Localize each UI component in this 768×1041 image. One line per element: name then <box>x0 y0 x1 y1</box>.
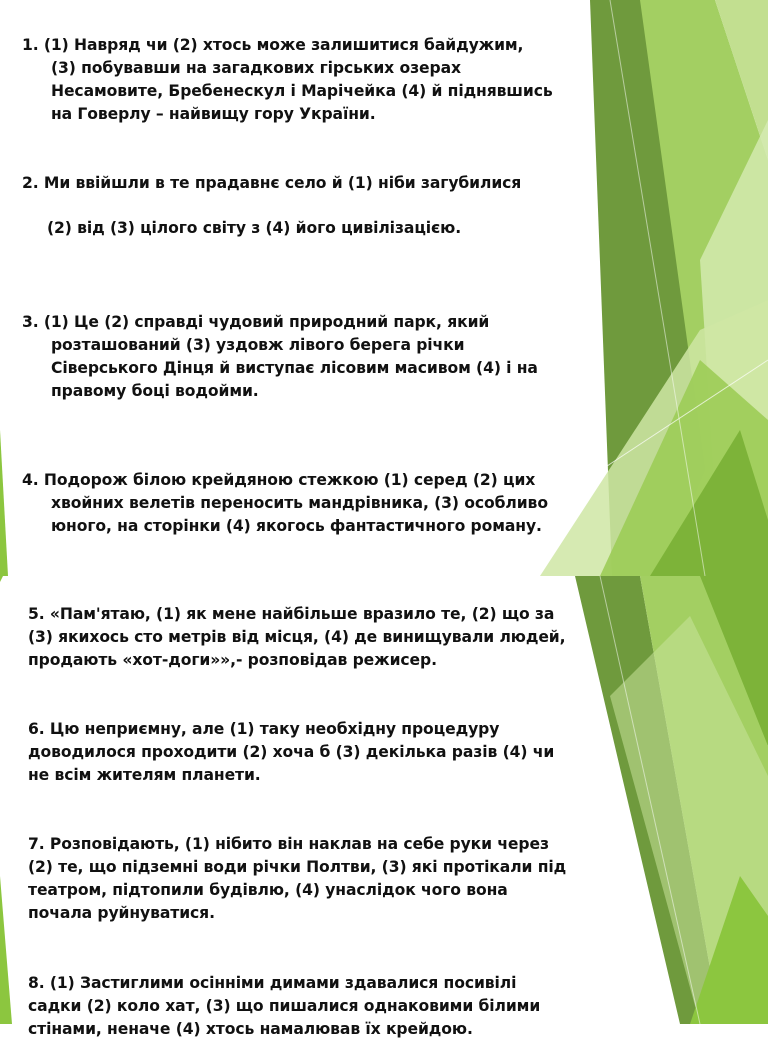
exercise-7-line-4: почала руйнуватися. <box>28 904 215 922</box>
exercise-1 <box>22 34 553 126</box>
exercise-7-line-2: (2) те, що підземні води річки Полтви, (3) які протікали під <box>28 858 567 876</box>
exercise-3 <box>22 311 538 403</box>
exercise-7-line-1: 7. Розповідають, (1) нібито він наклав на себе руки через <box>28 835 549 853</box>
exercise-5-line-3: продають «хот-доги»»,- розповідав режисер. <box>28 651 437 669</box>
slide-2 <box>0 576 768 1038</box>
exercise-2-line-2: (2) від (3) цілого світу з (4) його цивілізацією. <box>47 219 462 237</box>
exercise-2 <box>22 172 521 195</box>
exercise-8 <box>28 972 540 1041</box>
exercise-5 <box>28 603 565 672</box>
exercise-8-line-2: садки (2) коло хат, (3) що пишалися однаковими білими <box>28 997 541 1015</box>
exercise-3-line-2: розташований (3) уздовж лівого берега річки <box>51 336 465 354</box>
exercise-2-continued <box>47 217 461 240</box>
exercise-1-line-2: (3) побувавши на загадкових гірських озерах <box>51 59 461 77</box>
exercise-6-line-1: 6. Цю неприємну, але (1) таку необхідну процедуру <box>28 720 500 738</box>
exercise-5-line-1: 5. «Пам'ятаю, (1) як мене найбільше вразило те, (2) що за <box>28 605 555 623</box>
exercise-8-line-3: стінами, неначе (4) хтось намалював їх крейдою. <box>28 1020 473 1038</box>
exercise-4-line-2: хвойних велетів переносить мандрівника, (3) особливо <box>51 494 548 512</box>
exercise-7 <box>28 833 566 925</box>
exercise-3-line-4: правому боці водойми. <box>51 382 259 400</box>
exercise-8-line-1: 8. (1) Застиглими осінніми димами здавалися посивілі <box>28 974 517 992</box>
exercise-6 <box>28 718 554 787</box>
exercise-5-line-2: (3) якихось сто метрів від місця, (4) де винищували людей, <box>28 628 566 646</box>
exercise-4 <box>22 469 548 538</box>
exercise-7-line-3: театром, підтопили будівлю, (4) унаслідок чого вона <box>28 881 508 899</box>
exercise-6-line-2: доводилося проходити (2) хоча б (3) декілька разів (4) чи <box>28 743 555 761</box>
exercise-4-line-3: юного, на сторінки (4) якогось фантастичного роману. <box>51 517 542 535</box>
exercise-3-line-3: Сіверського Дінця й виступає лісовим масивом (4) і на <box>51 359 538 377</box>
exercise-6-line-3: не всім жителям планети. <box>28 766 261 784</box>
exercise-2-line-1: 2. Ми ввійшли в те прадавнє село й (1) ніби загубилися <box>22 174 522 192</box>
exercise-1-line-4: на Говерлу – найвищу гору України. <box>51 105 376 123</box>
exercise-3-line-1: 3. (1) Це (2) справді чудовий природний парк, який <box>22 313 490 331</box>
exercise-1-line-1: 1. (1) Навряд чи (2) хтось може залишитися байдужим, <box>22 36 524 54</box>
exercise-1-line-3: Несамовите, Бребенескул і Марічейка (4) й піднявшись <box>51 82 553 100</box>
exercise-4-line-1: 4. Подорож білою крейдяною стежкою (1) серед (2) цих <box>22 471 536 489</box>
